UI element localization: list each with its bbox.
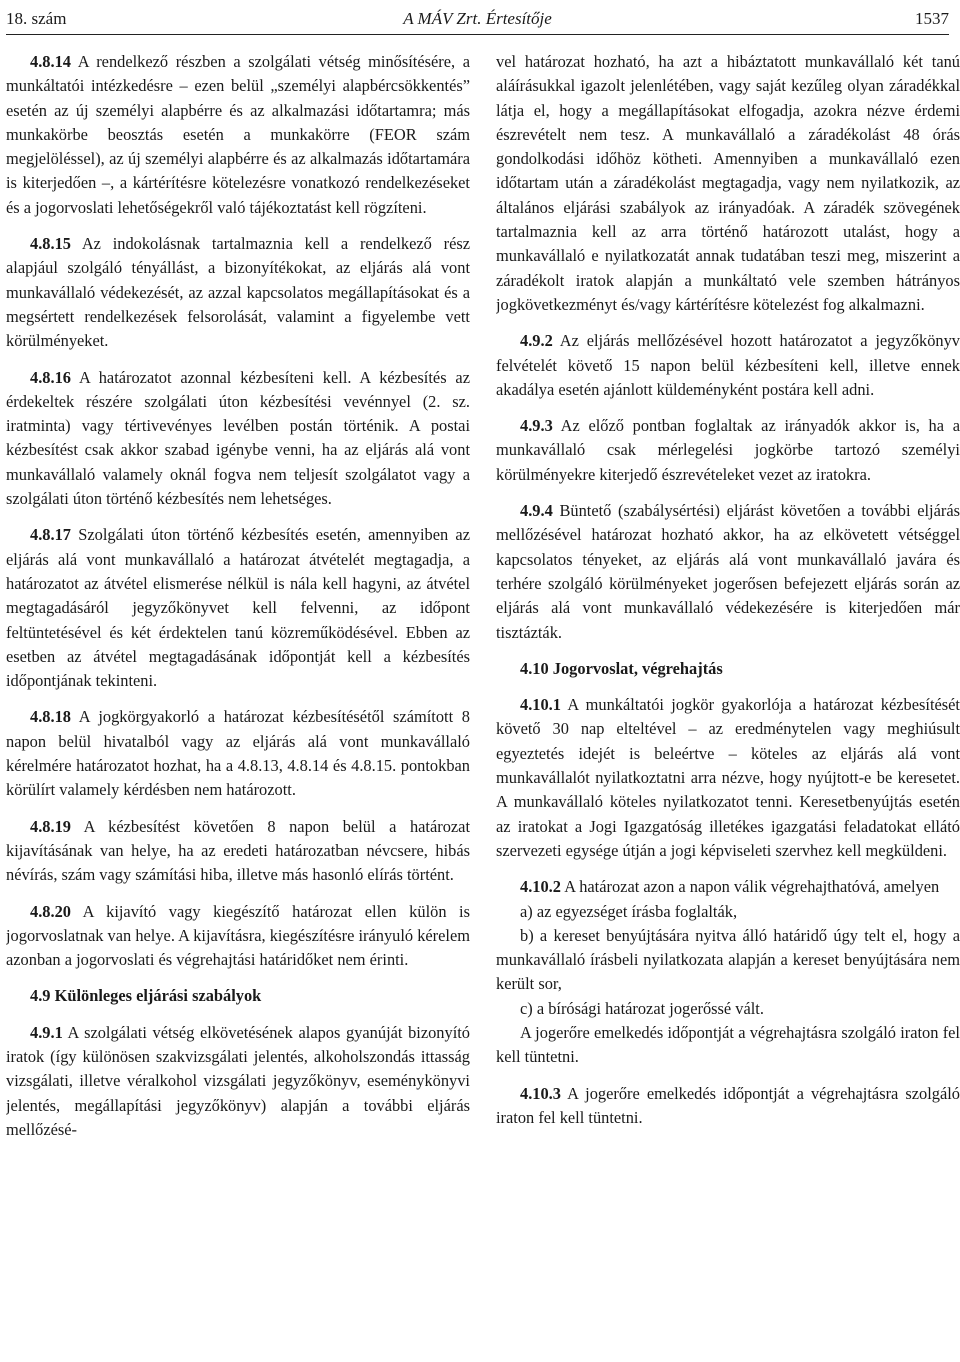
paragraph-4-8-18: 4.8.18 A jogkörgyakorló a határozat kézbesítésétől számított 8 napon belül hivatalból vagy az eljárás alá vont munkavállaló kérelmére határozatot hozhat, ha a 4.8.13, 4.8.14 és 4.8.15. pontokban körülírt valamely kérdésben nem határozott. — [6, 707, 470, 800]
list-item-c: c) a bírósági határozat jogerőssé vált. — [520, 998, 764, 1018]
section-heading-4-9: 4.9 Különleges eljárási szabályok — [30, 986, 262, 1006]
paragraph-4-9-2: 4.9.2 Az eljárás mellőzésével hozott határozatot a jegyzőkönyv felvételét követő 15 napon belül kézbesíteni kell, illetve ennek akadálya esetén ajánlott küldeményként postára kell adni. — [496, 331, 960, 399]
paragraph-4-9-4: 4.9.4 Büntető (szabálysértési) eljárást követően a további eljárás mellőzésével határozat hozható akkor, ha az elkövetett vétséggel kapcsolatos tényeket, az eljárás alá vont munkavállaló javára és terhére szolgáló körülményeket jogerősen befejezett eljárás során az eljárás alá vont munkavállaló védekezésére is kiterjedően már tisztázták. — [496, 501, 960, 642]
running-header — [6, 6, 949, 35]
paragraph-4-9-3: 4.9.3 Az előző pontban foglaltak az irányadók akkor is, ha a munkavállaló csak mérlegelési jogkörbe tartozó személyi körülményekre kiterjedő észrevételeket vezet az iratokra. — [496, 416, 960, 484]
left-column — [6, 50, 470, 1356]
paragraph-4-10-3: 4.10.3 A jogerőre emelkedés időpontját a végrehajtásra szolgáló iraton fel kell tüntetni. — [496, 1083, 960, 1127]
paragraph-4-8-16: 4.8.16 A határozatot azonnal kézbesíteni kell. A kézbesítés az érdekeltek részére szolgálati úton kézbesítési vevénnyel (2. sz. iratminta) vagy tértivevényes levélben postán történik. A postai kézbesítést csak akkor szabad igénybe venni, ha az eljárás alá vont munkavállaló valamely oknál fogva nem teljesít szolgálatot vagy a szolgálati úton történő kézbesítés nem lehetséges. — [6, 367, 470, 509]
paragraph-4-8-15: 4.8.15 Az indokolásnak tartalmaznia kell a rendelkező rész alapjául szolgáló tényállást, a bizonyítékokat, az eljárás alá vont munkavállaló védekezését, az azzal kapcsolatos megállapításokat és a megsértett rendelkezések felsorolását, valamint a figyelembe vett körülményeket. — [6, 234, 470, 351]
list-item-b: b) a kereset benyújtására nyitva álló határidő úgy telt el, hogy a munkavállaló írásbeli nyilatkozata alapján a kereset benyújtására nem került sor, — [496, 925, 960, 994]
page-number: 1537 — [915, 9, 949, 28]
paragraph-4-8-17: 4.8.17 Szolgálati úton történő kézbesítés esetén, amennyiben az eljárás alá vont munkavállaló a határozat átvételét megtagadja, a határozatot az átvétel elismerése nélkül is nála kell hagyni, az átvétel megtagadásáról jegyzőkönyvet kell felvenni, az időpont feltüntetésével és két érdektelen tanú közreműködésével. Ebben az esetben az átvétel megtagadásának időpontját kell a kézbesítés időpontjának tekinteni. — [6, 525, 470, 691]
paragraph-4-9-1: 4.9.1 A szolgálati vétség elkövetésének alapos gyanúját bizonyító iratok (így különösen szakvizsgálati jelentés, alkoholszondás ittasság vizsgálati, illetve véralkohol vizsgálati jegyzőkönyv, eseménykönyvi jelentés, megállapítási jegyzőkönyv) alapján a további eljárás mellőzésé- — [6, 1022, 470, 1139]
section-heading-4-10: 4.10 Jogorvoslat, végrehajtás — [520, 658, 723, 678]
issue-number: 18. szám — [6, 9, 67, 28]
paragraph-4-8-20: 4.8.20 A kijavító vagy kiegészítő határozat ellen külön is jogorvoslatnak van helye. A kijavításra, kiegészítésre irányuló kérelem azonban a jogorvoslati és végrehajtási határidőket nem érinti. — [6, 901, 470, 970]
paragraph-4-8-14: 4.8.14 A rendelkező részben a szolgálati vétség minősítésére, a munkáltatói intézkedésre – ezen belül „személyi alapbércsökkentés” esetén az új személyi alapbérre és az alkalmazási időtartamra; más munkakörbe beosztás esetén a munkakörre (FEOR szám megjelöléssel), az új személyi alapbérre és az alkalmazás időtartamára is kiterjedően –, a kártérítésre kötelezésre vonatkozó rendelkezéseket és a jogorvoslati lehetőségekről való tájékoztatást kell rögzíteni. — [6, 52, 470, 217]
list-item-a: a) az egyezséget írásba foglalták, — [520, 901, 738, 921]
paragraph-4-9-1-continued: vel határozat hozható, ha azt a hibáztatott munkavállaló két tanú aláírásukkal igazolt jelenlétében, vagy saját kezűleg olyan záradékkal látja el, hogy a megállapításokat elfogadja, azokra nézve érdemi észrevételt nem tesz. A munkavállaló a záradékolást 48 órás gondolkodási időhöz kötheti. Amennyiben a munkavállaló ezen időtartam után a záradékolást megtagadja, vagy nem nyilatkozik, az általános eljárási szabályok az irányadóak. A záradék szövegének tartalmaznia kell az arra történő határozott utalást, hogy a munkavállaló e nyilatkozatát annak tudatában teszi meg, miszerint a záradékolt iratok alapján a munkáltató vele szemben hátrányos jogkövetkezményt és/vagy kártérítésre kötelezést fog alkalmazni. — [496, 52, 960, 314]
right-column — [496, 50, 960, 1356]
paragraph-4-10-2: 4.10.2 A határozat azon a napon válik végrehajthatóvá, amelyen — [520, 877, 940, 897]
paragraph-4-8-19: 4.8.19 A kézbesítést követően 8 napon belül a határozat kijavításának van helye, ha az eredeti határozatban névcsere, hibás névírás, szám vagy számítási hiba, illetve más hasonló elírás történt. — [6, 816, 470, 885]
paragraph-4-10-1: 4.10.1 A munkáltatói jogkör gyakorlója a határozat kézbesítését követő 30 nap elteltével – az eredménytelen vagy meghiúsult egyeztetés idejét is beleértve – köteles az eljárás alá vont munkavállalót nyilatkoztatni arra nézve, hogy nyújtott-e be keresetet. A munkavállaló köteles nyilatkozatot tenni. Keresetbenyújtás esetén az iratokat a Jogi Igazgatóság illetékes igazgatási feladatokat ellátó szervezeti egysége útján a jogi képviseleti szervhez kell megküldeni. — [496, 695, 960, 860]
journal-title: A MÁV Zrt. Értesítője — [403, 9, 552, 28]
list-item-note: A jogerőre emelkedés időpontját a végrehajtásra szolgáló iraton fel kell tüntetni. — [496, 1022, 960, 1067]
